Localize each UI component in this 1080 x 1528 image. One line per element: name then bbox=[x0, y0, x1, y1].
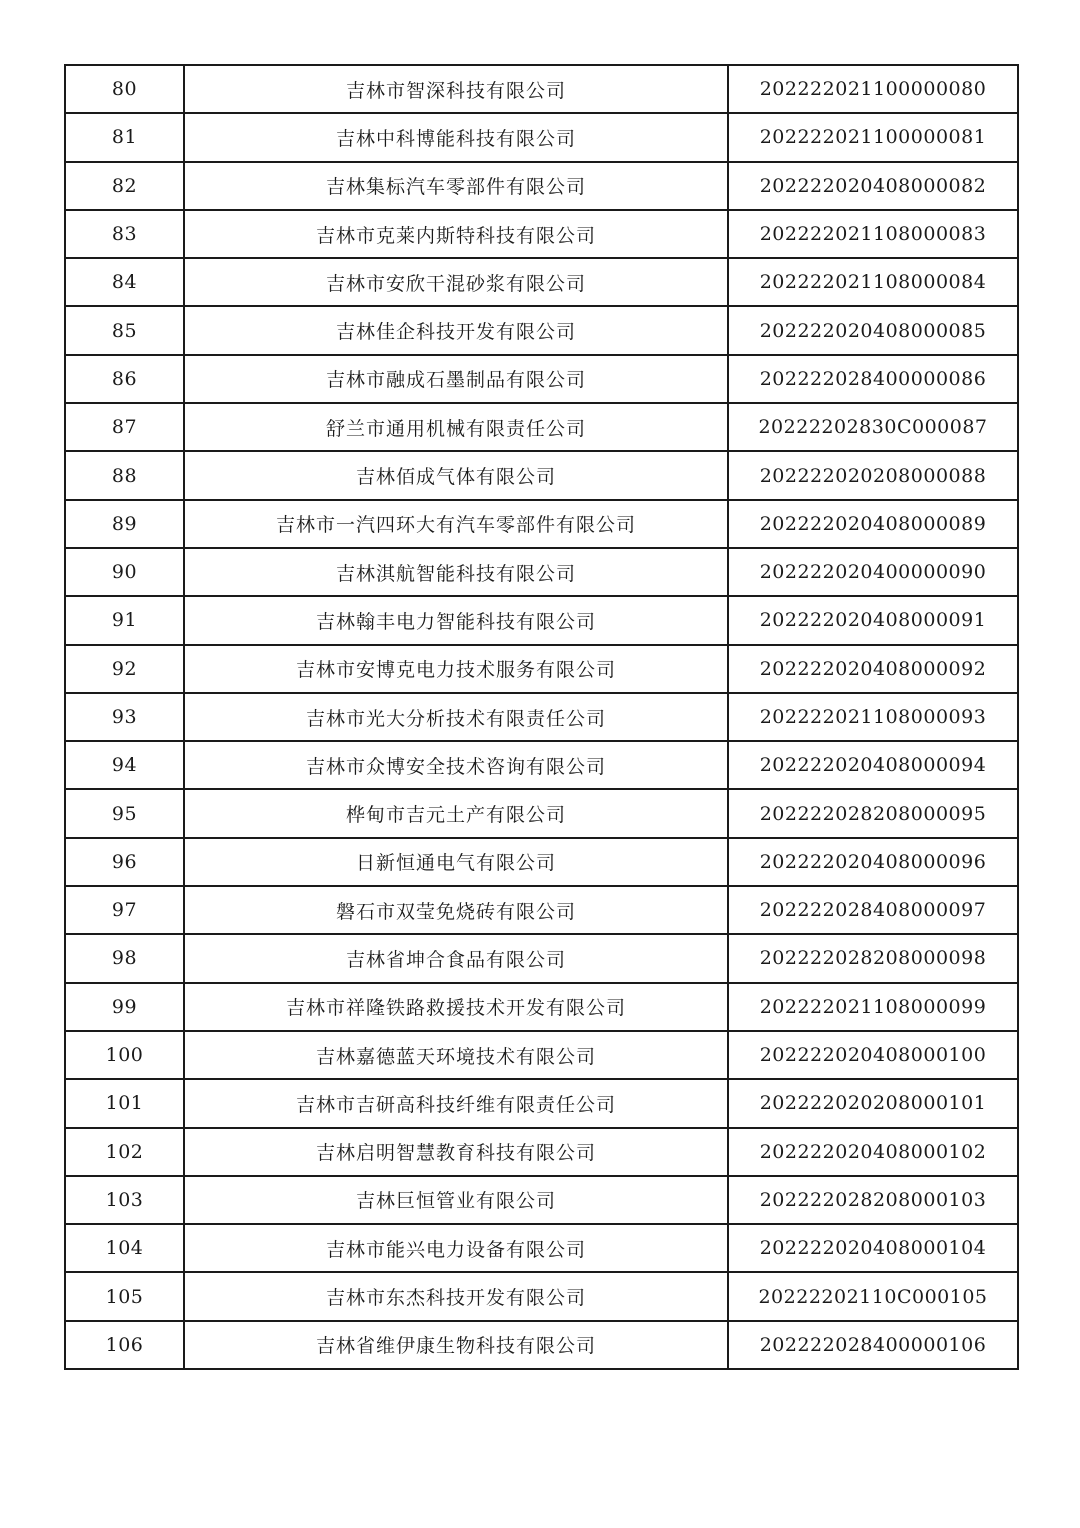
company-name-cell: 吉林市吉研高科技纤维有限责任公司 bbox=[184, 1079, 728, 1127]
row-number-cell: 94 bbox=[65, 741, 184, 789]
table-row bbox=[65, 693, 1018, 741]
company-name-cell: 吉林市智深科技有限公司 bbox=[184, 65, 728, 113]
row-number-cell: 104 bbox=[65, 1224, 184, 1272]
registration-code-cell: 202222021100000080 bbox=[728, 65, 1018, 113]
table-row bbox=[65, 886, 1018, 934]
registration-code-cell: 202222020408000092 bbox=[728, 645, 1018, 693]
registration-code-cell: 202222020408000085 bbox=[728, 306, 1018, 354]
table-row bbox=[65, 789, 1018, 837]
company-name-cell: 吉林市安博克电力技术服务有限公司 bbox=[184, 645, 728, 693]
row-number-cell: 81 bbox=[65, 113, 184, 161]
row-number-cell: 101 bbox=[65, 1079, 184, 1127]
registration-code-cell: 202222021108000099 bbox=[728, 983, 1018, 1031]
company-name-cell: 日新恒通电气有限公司 bbox=[184, 838, 728, 886]
row-number-cell: 105 bbox=[65, 1272, 184, 1320]
table-row bbox=[65, 451, 1018, 499]
company-name-cell: 吉林市一汽四环大有汽车零部件有限公司 bbox=[184, 500, 728, 548]
registration-code-cell: 20222202110C000105 bbox=[728, 1272, 1018, 1320]
row-number-cell: 97 bbox=[65, 886, 184, 934]
table-row bbox=[65, 596, 1018, 644]
company-name-cell: 吉林市祥隆铁路救援技术开发有限公司 bbox=[184, 983, 728, 1031]
company-name-cell: 舒兰市通用机械有限责任公司 bbox=[184, 403, 728, 451]
company-name-cell: 吉林中科博能科技有限公司 bbox=[184, 113, 728, 161]
registration-code-cell: 202222028208000095 bbox=[728, 789, 1018, 837]
registration-code-cell: 202222021108000093 bbox=[728, 693, 1018, 741]
registration-code-cell: 202222020408000102 bbox=[728, 1128, 1018, 1176]
registration-code-cell: 202222020408000082 bbox=[728, 162, 1018, 210]
company-name-cell: 吉林佰成气体有限公司 bbox=[184, 451, 728, 499]
registration-code-cell: 202222020408000100 bbox=[728, 1031, 1018, 1079]
company-name-cell: 吉林市众博安全技术咨询有限公司 bbox=[184, 741, 728, 789]
registration-code-cell: 202222028408000097 bbox=[728, 886, 1018, 934]
registration-code-cell: 20222202830C000087 bbox=[728, 403, 1018, 451]
registration-code-cell: 202222028208000103 bbox=[728, 1176, 1018, 1224]
table-row bbox=[65, 113, 1018, 161]
row-number-cell: 103 bbox=[65, 1176, 184, 1224]
table-row bbox=[65, 500, 1018, 548]
table-row bbox=[65, 1224, 1018, 1272]
registration-code-cell: 202222020408000096 bbox=[728, 838, 1018, 886]
row-number-cell: 95 bbox=[65, 789, 184, 837]
table-row bbox=[65, 548, 1018, 596]
row-number-cell: 87 bbox=[65, 403, 184, 451]
company-name-cell: 吉林市安欣干混砂浆有限公司 bbox=[184, 258, 728, 306]
row-number-cell: 98 bbox=[65, 934, 184, 982]
row-number-cell: 91 bbox=[65, 596, 184, 644]
company-name-cell: 吉林市克莱内斯特科技有限公司 bbox=[184, 210, 728, 258]
registration-code-cell: 202222021108000084 bbox=[728, 258, 1018, 306]
row-number-cell: 106 bbox=[65, 1321, 184, 1369]
row-number-cell: 96 bbox=[65, 838, 184, 886]
table-row bbox=[65, 306, 1018, 354]
registration-code-cell: 202222020208000101 bbox=[728, 1079, 1018, 1127]
table-row bbox=[65, 983, 1018, 1031]
registration-code-cell: 202222028400000086 bbox=[728, 355, 1018, 403]
company-name-cell: 桦甸市吉元土产有限公司 bbox=[184, 789, 728, 837]
company-list-body bbox=[65, 65, 1018, 1369]
table-row bbox=[65, 162, 1018, 210]
company-name-cell: 吉林市融成石墨制品有限公司 bbox=[184, 355, 728, 403]
company-name-cell: 吉林翰丰电力智能科技有限公司 bbox=[184, 596, 728, 644]
table-row bbox=[65, 1272, 1018, 1320]
row-number-cell: 83 bbox=[65, 210, 184, 258]
registration-code-cell: 202222020408000089 bbox=[728, 500, 1018, 548]
row-number-cell: 92 bbox=[65, 645, 184, 693]
registration-code-cell: 202222028208000098 bbox=[728, 934, 1018, 982]
company-name-cell: 吉林佳企科技开发有限公司 bbox=[184, 306, 728, 354]
registration-code-cell: 202222021100000081 bbox=[728, 113, 1018, 161]
company-name-cell: 吉林市能兴电力设备有限公司 bbox=[184, 1224, 728, 1272]
registration-code-cell: 202222021108000083 bbox=[728, 210, 1018, 258]
table-row bbox=[65, 403, 1018, 451]
table-row bbox=[65, 1079, 1018, 1127]
company-name-cell: 吉林淇航智能科技有限公司 bbox=[184, 548, 728, 596]
registration-code-cell: 202222020408000094 bbox=[728, 741, 1018, 789]
table-row bbox=[65, 355, 1018, 403]
registration-code-cell: 202222020208000088 bbox=[728, 451, 1018, 499]
row-number-cell: 80 bbox=[65, 65, 184, 113]
company-name-cell: 吉林市东杰科技开发有限公司 bbox=[184, 1272, 728, 1320]
company-name-cell: 吉林巨恒管业有限公司 bbox=[184, 1176, 728, 1224]
company-name-cell: 吉林市光大分析技术有限责任公司 bbox=[184, 693, 728, 741]
table-row bbox=[65, 934, 1018, 982]
row-number-cell: 89 bbox=[65, 500, 184, 548]
table-row bbox=[65, 1031, 1018, 1079]
row-number-cell: 100 bbox=[65, 1031, 184, 1079]
company-list-table bbox=[64, 64, 1019, 1370]
row-number-cell: 90 bbox=[65, 548, 184, 596]
company-name-cell: 吉林集标汽车零部件有限公司 bbox=[184, 162, 728, 210]
registration-code-cell: 202222020400000090 bbox=[728, 548, 1018, 596]
row-number-cell: 85 bbox=[65, 306, 184, 354]
table-row bbox=[65, 1321, 1018, 1369]
table-row bbox=[65, 210, 1018, 258]
table-row bbox=[65, 741, 1018, 789]
company-name-cell: 吉林嘉德蓝天环境技术有限公司 bbox=[184, 1031, 728, 1079]
row-number-cell: 88 bbox=[65, 451, 184, 499]
table-row bbox=[65, 838, 1018, 886]
company-name-cell: 吉林启明智慧教育科技有限公司 bbox=[184, 1128, 728, 1176]
row-number-cell: 102 bbox=[65, 1128, 184, 1176]
registration-code-cell: 202222020408000104 bbox=[728, 1224, 1018, 1272]
company-name-cell: 吉林省坤合食品有限公司 bbox=[184, 934, 728, 982]
table-row bbox=[65, 645, 1018, 693]
company-name-cell: 吉林省维伊康生物科技有限公司 bbox=[184, 1321, 728, 1369]
table-row bbox=[65, 1176, 1018, 1224]
table-row bbox=[65, 1128, 1018, 1176]
row-number-cell: 86 bbox=[65, 355, 184, 403]
row-number-cell: 93 bbox=[65, 693, 184, 741]
row-number-cell: 99 bbox=[65, 983, 184, 1031]
row-number-cell: 84 bbox=[65, 258, 184, 306]
registration-code-cell: 202222028400000106 bbox=[728, 1321, 1018, 1369]
table-row bbox=[65, 258, 1018, 306]
company-name-cell: 磐石市双莹免烧砖有限公司 bbox=[184, 886, 728, 934]
table-row bbox=[65, 65, 1018, 113]
registration-code-cell: 202222020408000091 bbox=[728, 596, 1018, 644]
row-number-cell: 82 bbox=[65, 162, 184, 210]
